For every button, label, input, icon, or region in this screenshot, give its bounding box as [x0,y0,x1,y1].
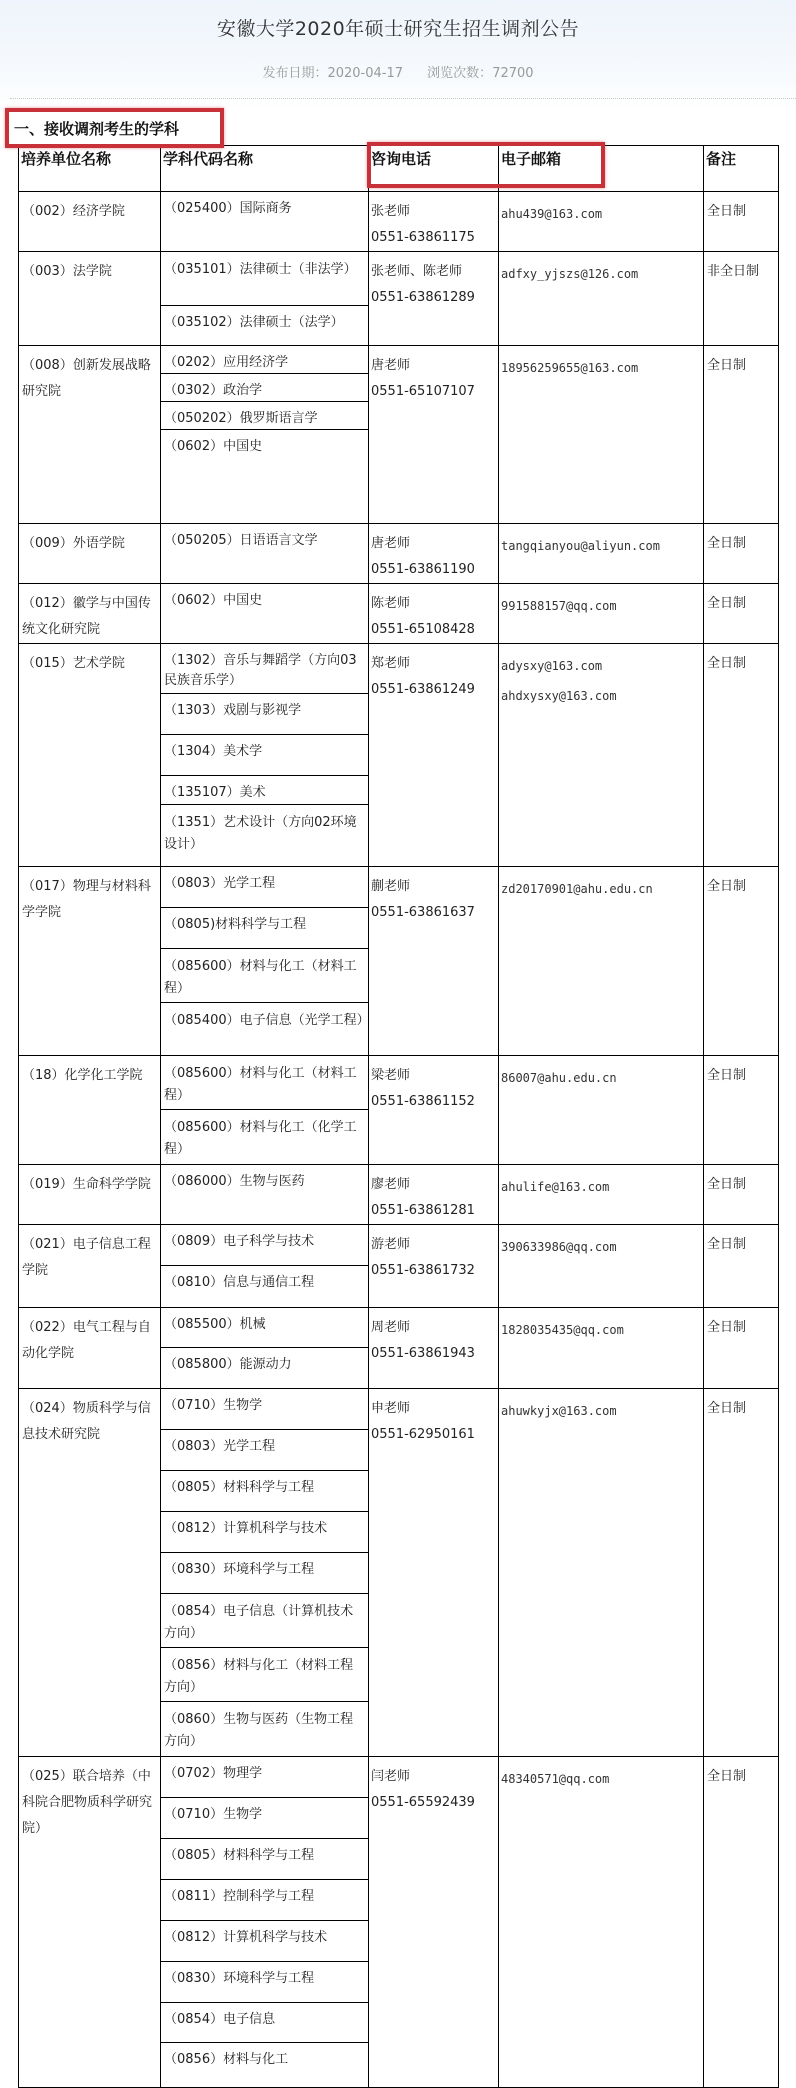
contact-info [369,346,498,405]
email-cell [499,1308,704,1389]
subject-item: （0812）计算机科学与技术 [161,1921,368,1962]
contact-cell [369,1225,499,1308]
email-address[interactable]: ahuwkyjx@163.com [501,1404,617,1418]
subjects-cell [161,1389,369,1757]
table-row [19,584,779,644]
contact-cell [369,867,499,1056]
email-cell [499,252,704,346]
email-address[interactable]: adfxy_yjszs@126.com [501,267,639,281]
note-cell [704,346,779,524]
study-mode: 全日制 [707,1068,747,1083]
divider [10,98,796,99]
email-cell [499,346,704,524]
unit-name: （009）外语学院 [22,536,125,551]
email-list [499,1308,703,1345]
highlight-box-heading [5,108,224,148]
subject-item: （0854）电子信息 [161,2003,368,2043]
unit-cell [19,192,161,252]
table-row [19,1389,779,1757]
subjects-cell [161,1757,369,2088]
contact-cell [369,252,499,346]
note-cell [704,1389,779,1757]
note-cell [704,1308,779,1389]
email-address[interactable]: 991588157@qq.com [501,599,617,613]
unit-cell [19,346,161,524]
email-cell [499,644,704,867]
unit-name: （019）生命科学学院 [22,1177,151,1192]
email-list [499,524,703,561]
subject-list [161,867,368,1055]
table-row [19,1225,779,1308]
study-mode: 全日制 [707,656,747,671]
contact-cell [369,346,499,524]
publish-date-value: 2020-04-17 [327,66,404,81]
contact-phone: 0551-63861190 [371,562,475,577]
email-list [499,252,703,289]
contact-info [369,192,498,251]
subject-item: （085800）能源动力 [164,1357,292,1372]
contact-info [369,644,498,703]
subjects-cell [161,252,369,346]
contact-info [369,1225,498,1284]
contact-name: 张老师 [371,204,411,219]
study-mode: 全日制 [707,1237,747,1252]
unit-name: （002）经济学院 [22,204,125,219]
table-body [19,192,779,2088]
note-cell [704,192,779,252]
unit-cell [19,1308,161,1389]
contact-info [369,1308,498,1367]
table-row [19,1757,779,2088]
subject-list [161,1165,368,1222]
contact-name: 唐老师 [371,358,411,373]
unit-cell [19,1165,161,1225]
contact-phone: 0551-63861281 [371,1203,475,1218]
subject-item: （0302）政治学 [161,374,368,402]
email-address[interactable]: 1828035435@qq.com [501,1323,624,1337]
subject-item: （0809）电子科学与技术 [161,1225,368,1266]
subject-item: （0805）材料科学与工程 [161,1471,368,1512]
table-row [19,192,779,252]
unit-cell [19,584,161,644]
table-row [19,644,779,867]
contact-name: 游老师 [371,1237,411,1252]
subject-item: （025400）国际商务 [164,201,292,216]
publish-date [262,66,403,81]
contact-name: 张老师、陈老师 [371,264,463,279]
subject-item: （0710）生物学 [161,1389,368,1430]
subject-item: （050205）日语语言文学 [164,533,318,548]
unit-name: （015）艺术学院 [22,656,125,671]
subject-item: （0854）电子信息（计算机技术方向） [161,1594,368,1648]
subjects-cell [161,346,369,524]
header-email: 电子邮箱 [499,146,704,192]
note-cell [704,524,779,584]
email-list [499,644,703,711]
table-row [19,524,779,584]
header-unit: 培养单位名称 [19,146,161,192]
contact-info [369,252,498,311]
unit-cell [19,1757,161,2088]
note-cell [704,644,779,867]
subject-item: （0602）中国史 [164,593,263,608]
contact-cell [369,1165,499,1225]
unit-cell [19,1056,161,1165]
unit-cell [19,1389,161,1757]
email-cell [499,867,704,1056]
subject-item: （0702）物理学 [161,1757,368,1798]
contact-info [369,867,498,926]
email-list [499,1389,703,1426]
contact-cell [369,584,499,644]
email-list [499,1225,703,1262]
contact-cell [369,1308,499,1389]
subject-item: （085500）机械 [161,1308,368,1348]
subject-item: （086000）生物与医药 [164,1174,305,1189]
email-list [499,346,703,383]
contact-phone: 0551-63861249 [371,682,475,697]
subject-item: （0805)材料科学与工程 [161,908,368,949]
contact-name: 周老师 [371,1320,411,1335]
highlight-box-contact-columns [367,142,605,188]
subject-item: （035102）法律硕士（法学） [164,315,344,330]
contact-phone: 0551-63861289 [371,290,475,305]
subject-list [161,1225,368,1307]
subject-item: （1351）艺术设计（方向02环境设计） [164,815,357,852]
contact-info [369,1056,498,1115]
contact-phone: 0551-63861637 [371,905,475,920]
unit-name: （022）电气工程与自动化学院 [22,1320,151,1361]
study-mode: 全日制 [707,1177,747,1192]
publish-date-label: 发布日期： [262,66,328,81]
contact-info [369,1757,498,1816]
unit-name: （021）电子信息工程学院 [22,1237,151,1278]
subjects-cell [161,1225,369,1308]
section-heading: 一、接收调剂考生的学科 [14,120,180,138]
email-address[interactable]: 86007@ahu.edu.cn [501,1071,617,1085]
subject-list [161,1389,368,1756]
subject-item: （0803）光学工程 [161,867,368,908]
email-address[interactable]: tangqianyou@aliyun.com [501,539,660,553]
contact-name: 陈老师 [371,596,411,611]
subject-item: （1302）音乐与舞蹈学（方向03民族音乐学） [161,644,368,694]
contact-phone: 0551-62950161 [371,1427,475,1442]
note-cell [704,867,779,1056]
contact-name: 郑老师 [371,656,411,671]
email-cell [499,1165,704,1225]
unit-name: （003）法学院 [22,264,112,279]
subject-item: （0803）光学工程 [161,1430,368,1471]
subject-list [161,1757,368,2087]
unit-name: （017）物理与材料科学学院 [22,879,151,920]
subjects-cell [161,192,369,252]
subject-item: （0202）应用经济学 [161,346,368,374]
contact-info [369,1389,498,1448]
contact-name: 廖老师 [371,1177,411,1192]
email-list [499,867,703,904]
subjects-cell [161,644,369,867]
subjects-cell [161,1165,369,1225]
contact-cell [369,1757,499,2088]
email-list [499,584,703,621]
email-cell [499,1389,704,1757]
email-cell [499,1056,704,1165]
unit-cell [19,524,161,584]
subject-item: （0856）材料与化工（材料工程方向） [161,1648,368,1702]
subjects-cell [161,584,369,644]
unit-cell [19,867,161,1056]
contact-cell [369,1056,499,1165]
subjects-cell [161,867,369,1056]
contact-name: 梁老师 [371,1068,411,1083]
note-cell [704,1225,779,1308]
subject-item: （0810）信息与通信工程 [164,1275,315,1290]
contact-phone: 0551-65592439 [371,1795,475,1810]
study-mode: 全日制 [707,1320,747,1335]
subject-item: （0710）生物学 [161,1798,368,1839]
contact-phone: 0551-63861943 [371,1346,475,1361]
email-address[interactable]: ahulife@163.com [501,1180,610,1194]
email-list [499,1757,703,1794]
subject-item: （050202）俄罗斯语言学 [161,402,368,430]
contact-name: 闫老师 [371,1769,411,1784]
email-address[interactable]: ahu439@163.com [501,207,603,221]
email-address[interactable]: 48340571@qq.com [501,1772,610,1786]
email-list [499,192,703,229]
view-count-value: 72700 [492,66,534,81]
subject-list [161,1056,368,1164]
study-mode: 全日制 [707,358,747,373]
subject-list [161,252,368,345]
contact-cell [369,192,499,252]
study-mode: 全日制 [707,1769,747,1784]
subjects-table [18,145,779,2088]
view-count [427,66,533,81]
unit-name: （008）创新发展战略研究院 [22,358,151,399]
email-address[interactable]: 18956259655@163.com [501,361,639,375]
unit-name: （025）联合培养（中科院合肥物质科学研究院） [22,1769,153,1836]
contact-name: 蒯老师 [371,879,411,894]
email-address[interactable]: 390633986@qq.com [501,1240,617,1254]
contact-info [369,1165,498,1224]
table-row [19,1056,779,1165]
unit-cell [19,1225,161,1308]
subjects-cell [161,524,369,584]
note-cell [704,1165,779,1225]
unit-name: （012）徽学与中国传统文化研究院 [22,596,151,637]
email-address[interactable]: adysxy@163.com [501,659,603,673]
header-note: 备注 [704,146,779,192]
unit-name: （024）物质科学与信息技术研究院 [22,1401,151,1442]
subject-list [161,346,368,523]
table-row [19,346,779,524]
email-cell [499,192,704,252]
subject-item: （0602）中国史 [164,439,263,454]
note-cell [704,584,779,644]
subject-item: （0856）材料与化工 [164,2052,289,2067]
email-address[interactable]: ahdxysxy@163.com [501,689,617,703]
contact-cell [369,1389,499,1757]
email-cell [499,1225,704,1308]
subject-item: （0812）计算机科学与技术 [161,1512,368,1553]
subject-item: （0860）生物与医药（生物工程方向） [164,1712,354,1749]
unit-name: （18）化学化工学院 [22,1068,143,1083]
email-list [499,1165,703,1202]
contact-name: 申老师 [371,1401,411,1416]
subject-item: （035101）法律硕士（非法学） [161,252,368,306]
contact-phone: 0551-63861152 [371,1094,475,1109]
email-cell [499,584,704,644]
subject-item: （085600）材料与化工（材料工程） [161,1056,368,1110]
page-title: 安徽大学2020年硕士研究生招生调剂公告 [216,18,580,40]
subject-item: （0805）材料科学与工程 [161,1839,368,1880]
email-address[interactable]: zd20170901@ahu.edu.cn [501,882,653,896]
table-row [19,1308,779,1389]
article-meta [0,62,796,81]
email-cell [499,1757,704,2088]
subjects-cell [161,1308,369,1389]
note-cell [704,1056,779,1165]
study-mode: 全日制 [707,1401,747,1416]
contact-phone: 0551-65107107 [371,384,475,399]
contact-info [369,584,498,643]
subject-item: （0811）控制科学与工程 [161,1880,368,1921]
subjects-cell [161,1056,369,1165]
note-cell [704,1757,779,2088]
subject-list [161,524,368,581]
study-mode: 全日制 [707,596,747,611]
contact-name: 唐老师 [371,536,411,551]
table-row [19,867,779,1056]
view-count-label: 浏览次数： [427,66,493,81]
subject-list [161,644,368,866]
subject-item: （135107）美术 [161,776,368,805]
study-mode: 全日制 [707,204,747,219]
subject-item: （0830）环境科学与工程 [161,1553,368,1594]
contact-info [369,524,498,583]
email-list [499,1056,703,1093]
subject-item: （1304）美术学 [161,735,368,776]
subject-item: （085600）材料与化工（化学工程） [164,1120,357,1157]
note-cell [704,252,779,346]
subject-list [161,584,368,640]
subject-item: （0830）环境科学与工程 [161,1962,368,2003]
subject-item: （1303）戏剧与影视学 [161,694,368,735]
unit-cell [19,252,161,346]
study-mode: 全日制 [707,879,747,894]
table-row [19,252,779,346]
subject-item: （085600）材料与化工（材料工程） [161,949,368,1003]
contact-phone: 0551-63861732 [371,1263,475,1278]
table-row [19,1165,779,1225]
study-mode: 全日制 [707,536,747,551]
email-cell [499,524,704,584]
subject-item: （085400）电子信息（光学工程） [164,1013,370,1028]
header-phone: 咨询电话 [369,146,499,192]
unit-cell [19,644,161,867]
study-mode: 非全日制 [707,264,760,279]
contact-phone: 0551-63861175 [371,230,475,245]
subject-list [161,1308,368,1388]
subject-list [161,192,368,248]
contact-cell [369,644,499,867]
header-subject: 学科代码名称 [161,146,369,192]
contact-phone: 0551-65108428 [371,622,475,637]
contact-cell [369,524,499,584]
